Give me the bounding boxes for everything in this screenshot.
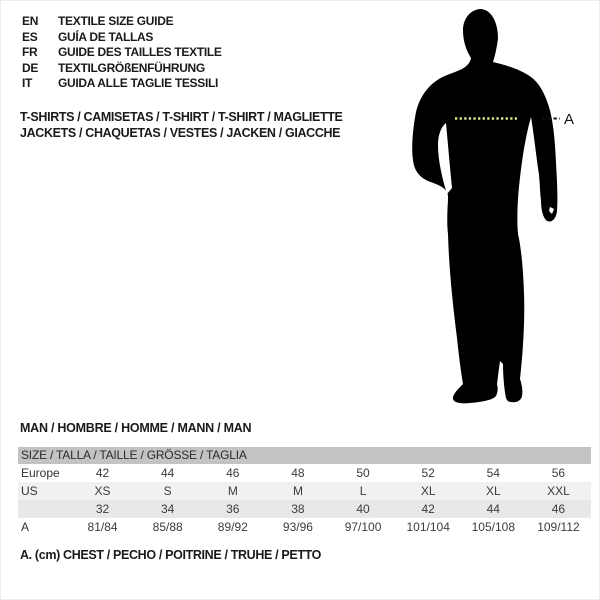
size-value-cell: 46 [226,466,240,480]
size-value-cell: 56 [551,466,566,480]
row-label: Europe [21,466,60,480]
language-code: IT [22,76,33,90]
product-line-tshirts: T-SHIRTS / CAMISETAS / T-SHIRT / T-SHIRT / MAGLIETTE [20,110,343,124]
size-value-cell: 50 [356,466,370,480]
size-value-cell: 52 [421,466,435,480]
language-label: TEXTILE SIZE GUIDE [58,14,174,28]
size-value-cell: 40 [356,502,370,516]
size-value-cell: 36 [226,502,240,516]
measurement-footnote: A. (cm) CHEST / PECHO / POITRINE / TRUHE / PETTO [20,548,322,562]
language-code: DE [22,60,39,75]
size-table-row-us [18,482,591,500]
size-value-cell: XL [420,484,436,498]
size-value-cell: 81/84 [87,520,118,534]
size-value-cell: 85/88 [152,520,183,534]
size-value-cell: 105/108 [471,520,515,534]
language-row-it [22,76,222,92]
language-list [22,14,222,92]
size-value-cell: 34 [161,502,175,516]
size-value-cell: M [292,484,303,498]
language-label: GUIDA ALLE TAGLIE TESSILI [58,76,219,90]
size-table-header: SIZE / TALLA / TAILLE / GRÖSSE / TAGLIA [18,447,591,464]
size-value-cell: XL [485,484,501,498]
size-value-cell: 89/92 [217,520,248,534]
size-table-row-eu-number [18,500,591,518]
product-line-jackets: JACKETS / CHAQUETAS / VESTES / JACKEN / GIACCHE [20,126,341,140]
language-label: GUIDE DES TAILLES TEXTILE [58,45,222,59]
size-table [18,447,591,536]
size-value-cell: XXL [547,484,570,498]
language-row-en [22,14,222,30]
size-value-cell: 32 [95,502,110,516]
size-value-cell: M [227,484,238,498]
size-value-cell: 42 [95,466,110,480]
language-row-de [22,61,222,77]
row-label: US [21,484,38,498]
language-row-es [22,30,222,46]
size-value-cell: 97/100 [344,520,382,534]
language-label: GUÍA DE TALLAS [58,29,154,44]
size-value-cell: 44 [161,466,175,480]
size-value-cell: 54 [486,466,500,480]
size-table-rows [18,464,591,536]
size-value-cell: 38 [291,502,305,516]
man-silhouette-body [412,9,557,403]
man-silhouette-svg [390,0,600,410]
size-value-cell: S [163,484,172,498]
section-title-man: MAN / HOMBRE / HOMME / MANN / MAN [20,421,252,435]
language-code: ES [22,29,38,44]
product-categories [20,109,343,141]
measure-label-a: A [564,111,575,128]
size-value-cell: 42 [421,502,435,516]
size-value-cell: 48 [291,466,305,480]
size-value-cell: 44 [486,502,500,516]
language-code: EN [22,14,39,28]
size-table-row-europe [18,464,591,482]
size-value-cell: 46 [551,502,566,516]
size-value-cell: 93/96 [282,520,313,534]
size-value-cell: L [359,484,367,498]
language-row-fr [22,45,222,61]
size-value-cell: 109/112 [537,520,580,534]
language-code: FR [22,45,38,59]
size-table-row-a [18,518,591,536]
size-value-cell: XS [94,484,111,498]
row-label: A [21,520,30,534]
man-silhouette-figure [390,0,600,410]
size-value-cell: 101/104 [406,520,450,534]
language-label: TEXTILGRÖßENFÜHRUNG [58,60,205,75]
